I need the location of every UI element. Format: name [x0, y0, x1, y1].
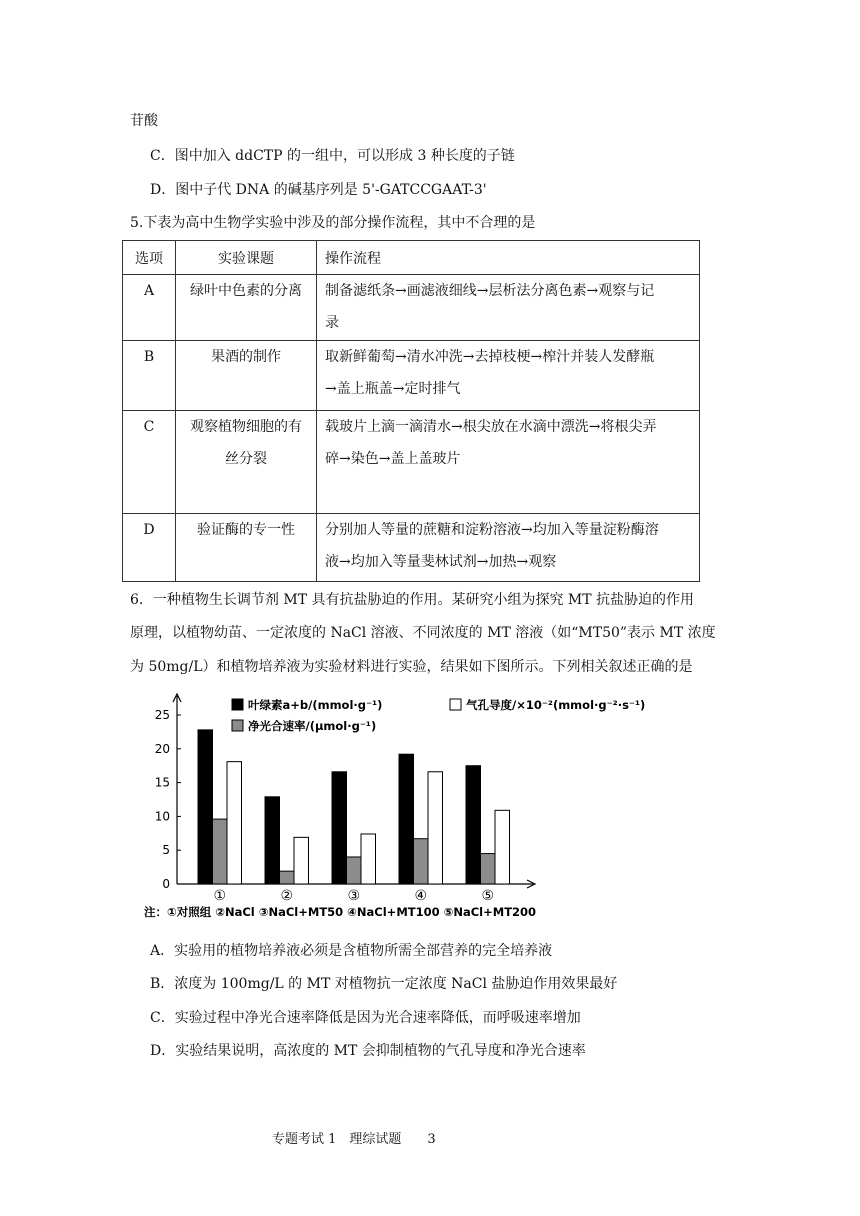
option-d: D．实验结果说明，高浓度的 MT 会抑制植物的气孔导度和净光合速率 — [150, 1043, 586, 1059]
operations-table — [122, 240, 700, 582]
bar — [361, 834, 376, 884]
chart-note: 注：①对照组 ②NaCl ③NaCl+MT50 ④NaCl+MT100 ⑤NaCl+MT200 — [144, 905, 537, 919]
row-flow: 载玻片上滴一滴清水→根尖放在水滴中漂洗→将根尖弄 碎→染色→盖上盖玻片 — [317, 411, 700, 514]
legend-label: 净光合速率/(μmol·g⁻¹) — [248, 719, 377, 733]
table-row — [123, 275, 700, 341]
option-b: B．浓度为 100mg/L 的 MT 对植物抗一定浓度 NaCl 盐胁迫作用效果最好 — [150, 976, 618, 992]
row-flow: 制备滤纸条→画滤液细线→层析法分离色素→观察与记 录 — [317, 275, 700, 341]
question-6-line-3: 为 50mg/L）和植物培养液为实验材料进行实验，结果如下图所示。下列相关叙述正确的是 — [130, 659, 693, 675]
row-flow: 分别加人等量的蔗糖和淀粉溶液→均加入等量淀粉酶溶 液→均加入等量斐林试剂→加热→观察 — [317, 514, 700, 582]
bar — [213, 819, 228, 884]
bar — [332, 772, 347, 884]
text-line: 苷酸 — [130, 113, 158, 129]
y-tick-label: 10 — [154, 809, 170, 824]
y-tick-label: 20 — [154, 741, 170, 756]
legend-swatch — [232, 720, 243, 731]
row-option: C — [123, 411, 176, 514]
option-c: C．实验过程中净光合速率降低是因为光合速率降低，而呼吸速率增加 — [150, 1010, 581, 1026]
question-6-line-1: 6．一种植物生长调节剂 MT 具有抗盐胁迫的作用。某研究小组为探究 MT 抗盐胁迫的作用 — [130, 592, 695, 608]
row-option: D — [123, 514, 176, 582]
bar — [495, 810, 510, 884]
table-row — [123, 514, 700, 582]
y-tick-label: 0 — [162, 877, 170, 891]
option-c-prev: C．图中加入 ddCTP 的一组中，可以形成 3 种长度的子链 — [150, 148, 515, 164]
legend-label: 叶绿素a+b/(mmol·g⁻¹) — [248, 698, 383, 712]
row-topic: 果酒的制作 — [176, 341, 317, 411]
legend-label: 气孔导度/×10⁻²(mmol·g⁻²·s⁻¹) — [466, 698, 646, 712]
row-flow: 取新鲜葡萄→清水冲洗→去掉枝梗→榨汁并装人发酵瓶 →盖上瓶盖→定时排气 — [317, 341, 700, 411]
row-topic: 观察植物细胞的有 丝分裂 — [176, 411, 317, 514]
row-option: B — [123, 341, 176, 411]
bar — [294, 837, 309, 884]
header-flow: 操作流程 — [317, 241, 700, 275]
x-tick-label: ③ — [347, 888, 361, 904]
bar — [347, 857, 362, 884]
bar — [399, 754, 414, 884]
y-tick-label: 15 — [154, 775, 170, 790]
x-tick-label: ④ — [414, 888, 428, 904]
bar — [466, 766, 481, 884]
row-topic: 绿叶中色素的分离 — [176, 275, 317, 341]
y-tick-label: 25 — [154, 708, 170, 722]
table-header-row — [123, 241, 700, 275]
question-6-line-2: 原理，以植物幼苗、一定浓度的 NaCl 溶液、不同浓度的 MT 溶液（如“MT50”表示 MT 浓度 — [130, 625, 716, 641]
bar — [414, 839, 429, 884]
row-topic: 验证酶的专一性 — [176, 514, 317, 582]
table-row — [123, 341, 700, 411]
page-footer: 专题考试 1 理综试题 3 — [272, 1132, 436, 1147]
bar — [198, 730, 213, 884]
header-option: 选项 — [123, 241, 176, 275]
x-tick-label: ⑤ — [481, 888, 495, 904]
legend-swatch — [232, 699, 243, 710]
x-tick-label: ① — [213, 888, 227, 904]
header-topic: 实验课题 — [176, 241, 317, 275]
x-tick-label: ② — [280, 888, 294, 904]
bar — [428, 772, 443, 884]
y-tick-label: 5 — [162, 843, 170, 858]
bar-chart — [144, 690, 646, 922]
row-option: A — [123, 275, 176, 341]
option-d-prev: D．图中子代 DNA 的碱基序列是 5'-GATCCGAAT-3' — [150, 182, 487, 198]
table-row — [123, 411, 700, 514]
option-a: A．实验用的植物培养液必须是含植物所需全部营养的完全培养液 — [150, 943, 553, 959]
bar — [280, 871, 295, 884]
bar — [265, 797, 280, 884]
bar — [227, 762, 242, 884]
legend-swatch — [450, 699, 461, 710]
question-5: 5.下表为高中生物学实验中涉及的部分操作流程，其中不合理的是 — [130, 215, 536, 231]
bar — [481, 854, 496, 884]
